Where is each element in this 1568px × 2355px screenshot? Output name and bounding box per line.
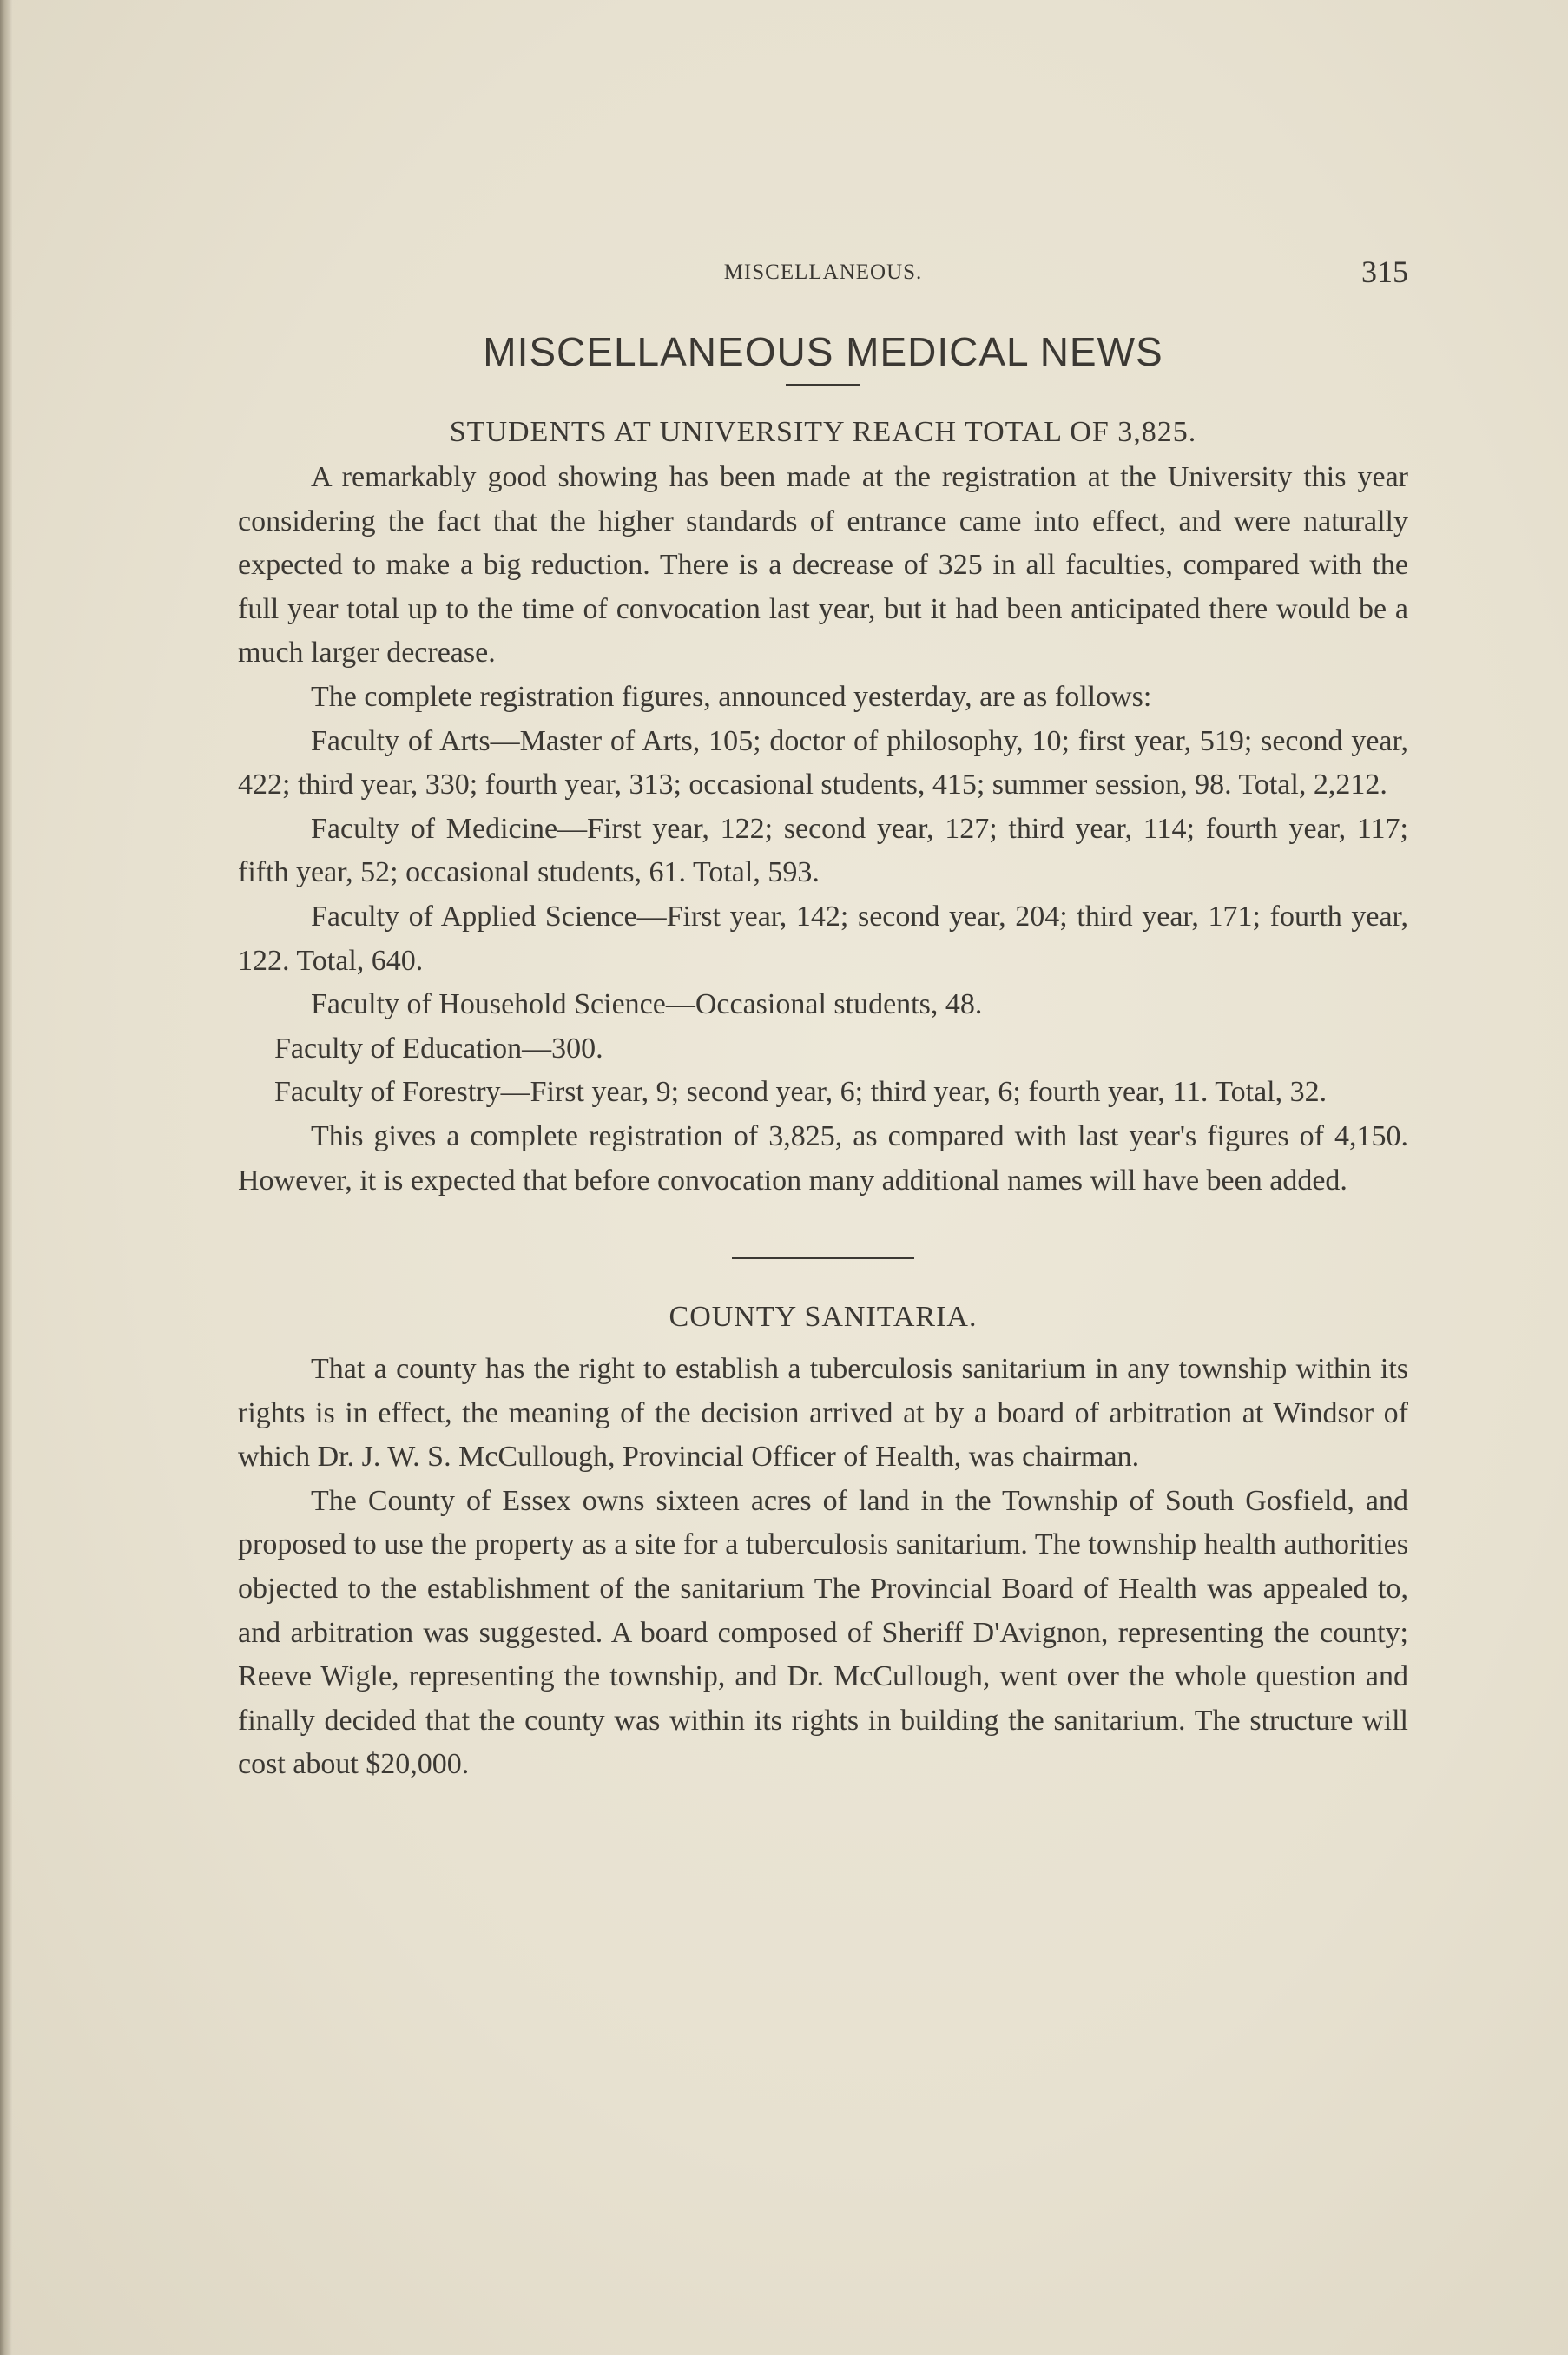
paragraph-faculty-applied-science: Faculty of Applied Science—First year, 142; second year, 204; third year, 171; fourth year, 122. Total, 640. bbox=[238, 900, 1408, 977]
section-divider-rule bbox=[732, 1257, 914, 1259]
paragraph-faculty-forestry: Faculty of Forestry—First year, 9; second year, 6; third year, 6; fourth year, 11. Total, 32. bbox=[274, 1076, 1328, 1109]
running-head-title: MISCELLANEOUS. bbox=[723, 261, 923, 284]
main-title: MISCELLANEOUS MEDICAL NEWS bbox=[483, 329, 1163, 374]
title-rule bbox=[786, 384, 860, 386]
paragraph-faculty-medicine: Faculty of Medicine—First year, 122; second year, 127; third year, 114; fourth year, 117; fifth year, 52; occasional students, 61. Total, 593. bbox=[238, 812, 1408, 889]
paragraph: A remarkably good showing has been made at the registration at the University this year considering the fact that the higher standards of entrance came into effect, and were naturally expected to make a big reduction. There is a decrease of 325 in all faculties, compared with the full year total up to the time of convocation last year, but it had been anticipated there would be a much larger decrease. bbox=[238, 461, 1408, 670]
running-head bbox=[238, 254, 1408, 288]
page-content bbox=[238, 321, 1408, 1787]
paragraph-faculty-education: Faculty of Education—300. bbox=[274, 1032, 603, 1065]
book-spine-edge bbox=[0, 0, 12, 2355]
paragraph: The County of Essex owns sixteen acres of land in the Township of South Gosfield, and proposed to use the property as a site for a tuberculosis sanitarium. The township health authorities objected to the establishment of the sanitarium The Provincial Board of Health was appealed to, and arbitration was suggested. A board composed of Sheriff D'Avignon, representing the county; Reeve Wigle, representing the township, and Dr. McCullough, went over the whole question and finally decided that the county was within its rights in building the sanitarium. The structure will cost about $20,000. bbox=[238, 1484, 1408, 1781]
paragraph-registration-summary: This gives a complete registration of 3,825, as compared with last year's figures of 4,150. However, it is expected that before convocation many additional names will have been added. bbox=[238, 1119, 1408, 1197]
section-students bbox=[238, 412, 1408, 1203]
section-heading-county-sanitaria: COUNTY SANITARIA. bbox=[669, 1301, 978, 1334]
page-number: 315 bbox=[1361, 254, 1408, 289]
paragraph: The complete registration figures, announced yesterday, are as follows: bbox=[311, 680, 1152, 713]
paragraph-faculty-household-science: Faculty of Household Science—Occasional students, 48. bbox=[311, 988, 983, 1021]
paragraph: That a county has the right to establish a tuberculosis sanitarium in any township within its rights is in effect, the meaning of the decision arrived at by a board of arbitration at Windsor of which Dr. J. W. S. McCullough, Provincial Officer of Health, was chairman. bbox=[238, 1353, 1408, 1474]
paragraph-faculty-arts: Faculty of Arts—Master of Arts, 105; doctor of philosophy, 10; first year, 519; second year, 422; third year, 330; fourth year, 313; occasional students, 415; summer session, 98. Total, 2,212. bbox=[238, 724, 1408, 801]
section-county-sanitaria bbox=[238, 1297, 1408, 1787]
section-heading-students: STUDENTS AT UNIVERSITY REACH TOTAL OF 3,825. bbox=[449, 416, 1197, 448]
